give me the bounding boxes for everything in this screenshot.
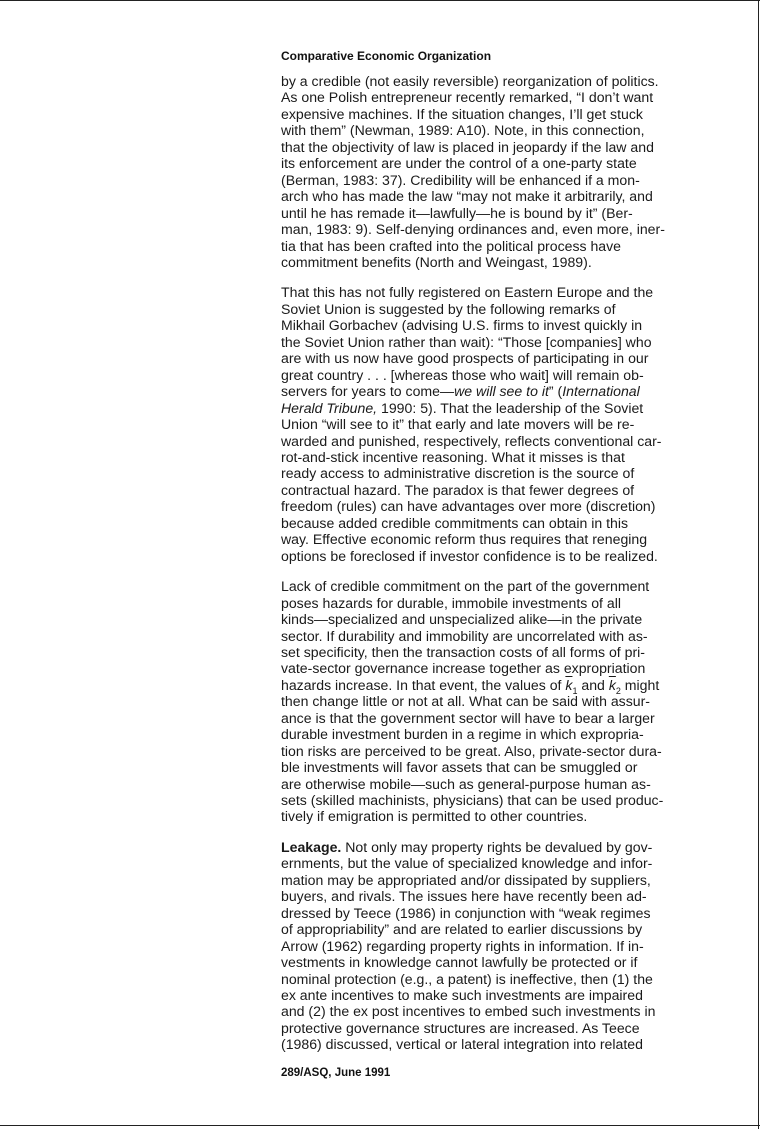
text-run: ” ( [548,383,563,400]
text-line: of appropriability” and are related to earlier discussions by [281,921,643,938]
text-line: Union “will see to it” that early and late movers will be re- [281,416,635,433]
text-line: by a credible (not easily reversible) reorganization of politics. [281,73,659,89]
text-line: commitment benefits (North and Weingast, 1989). [281,253,592,270]
text-line: are with us now have good prospects of participating in our [281,350,649,367]
variable-k: $\overline{k}$ [608,676,616,693]
text-line: As one Polish entrepreneur recently remarked, “I don’t want [281,89,654,106]
paragraph-1 [281,73,693,270]
text-line: durable investment burden in a regime in which expropria- [281,726,644,743]
text-run: servers for years to come— [281,383,455,400]
text-line: are otherwise mobile—such as general-purpose human as- [281,775,651,792]
text-run: hazards increase. In that event, the values of [281,676,566,693]
text-line: kinds—specialized and unspecialized alike—in the private [281,611,643,628]
text-line: options be foreclosed if investor confidence is to be realized. [281,547,658,564]
text-line: freedom (rules) can have advantages over more (discretion) [281,498,656,515]
running-header: Comparative Economic Organization [281,49,492,63]
text-line: arch who has made the law “may not make it arbitrarily, and [281,188,653,205]
text-line: Mikhail Gorbachev (advising U.S. firms to invest quickly in [281,317,643,334]
text-line: sector. If durability and immobility are uncorrelated with as- [281,627,648,644]
paragraph-4 [281,839,693,1053]
text-line: buyers, and rivals. The issues here have recently been ad- [281,888,647,905]
text-line: expensive machines. If the situation changes, I’ll get stuck [281,105,643,122]
text-line: ble investments will favor assets that can be smuggled or [281,759,638,776]
text-line: the Soviet Union rather than wait): “Those [companies] who [281,333,652,350]
text-line: way. Effective economic reform thus requires that reneging [281,531,648,548]
paragraph-gap [281,564,693,578]
text-line: rot-and-stick incentive reasoning. What it misses is that [281,448,625,465]
text-line: poses hazards for durable, immobile investments of all [281,594,621,611]
text-line: sets (skilled machinists, physicians) that can be used produc- [281,792,664,809]
text-line: (Berman, 1983: 37). Credibility will be enhanced if a mon- [281,171,640,188]
page-frame-bottom [0,1125,760,1126]
text-run: might [620,676,660,693]
paragraph-gap [281,270,693,284]
text-line: ready access to administrative discretion is the source of [281,465,635,482]
section-heading: Leakage. [281,838,342,855]
text-line: its enforcement are under the control of a one-party state [281,155,637,172]
text-line: contractual hazard. The paradox is that fewer degrees of [281,481,635,498]
text-line: (1986) discussed, vertical or lateral integration into related [281,1036,643,1053]
text-line: Arrow (1962) regarding property rights in information. If in- [281,937,644,954]
text-line [281,839,693,855]
page-frame-right [758,0,759,1129]
subscript: 1 [572,685,578,696]
text-line: because added credible commitments can obtain in this [281,514,629,531]
text-line: and (2) the ex post incentives to embed such investments in [281,1003,656,1020]
text-run: Not only may property rights be devalued by gov- [341,838,653,855]
text-line: Lack of credible commitment on the part of the government [281,578,650,595]
citation-title: Herald Tribune, [281,399,378,416]
body-text [281,73,693,1053]
text-line: until he has remade it—lawfully—he is bound by it” (Ber- [281,204,633,221]
text-line: man, 1983: 9). Self-denying ordinances and, even more, iner- [281,221,665,238]
text-line [281,676,693,696]
text-line: ernments, but the value of specialized knowledge and infor- [281,855,653,872]
text-line: then change little or not at all. What can be said with assur- [281,693,650,710]
text-line: ex ante incentives to make such investments are impaired [281,987,643,1004]
text-run: 1990: 5). That the leadership of the Soviet [377,399,644,416]
paragraph-3 [281,578,693,825]
paragraph-gap [281,825,693,839]
text-line: tion risks are perceived to be great. Also, private-sector dura- [281,742,662,759]
text-line: dressed by Teece (1986) in conjunction with “weak regimes [281,904,651,921]
text-line [281,400,693,416]
text-line: ance is that the government sector will have to bear a larger [281,709,655,726]
text-line: warded and punished, respectively, reflects conventional car- [281,432,662,449]
text-line: vestments in knowledge cannot lawfully be protected or if [281,954,638,971]
text-line: that the objectivity of law is placed in jeopardy if the law and [281,138,654,155]
text-line: That this has not fully registered on Eastern Europe and the [281,284,654,301]
text-line: protective governance structures are increased. As Teece [281,1019,640,1036]
page-footer: 289/ASQ, June 1991 [281,1067,391,1079]
text-line: with them” (Newman, 1989: A10). Note, in this connection, [281,122,645,139]
text-line: set specificity, then the transaction costs of all forms of pri- [281,643,645,660]
text-line: mation may be appropriated and/or dissipated by suppliers, [281,871,651,888]
text-line: great country . . . [whereas those who wait] will remain ob- [281,366,644,383]
text-line: nominal protection (e.g., a patent) is ineffective, then (1) the [281,970,653,987]
text-line: tia that has been crafted into the political process have [281,237,622,254]
text-line: vate-sector governance increase together as expropriation [281,660,646,677]
page-frame-top [0,0,760,1]
subscript: 2 [615,685,621,696]
text-line [281,383,693,399]
italic-quote: we will see to it [454,383,549,400]
variable-k: $\overline{k}$ [565,676,573,693]
text-line: Soviet Union is suggested by the following remarks of [281,300,616,317]
paragraph-2 [281,284,693,564]
text-line: tively if emigration is permitted to other countries. [281,808,588,825]
citation-title: International [562,383,640,400]
text-run: and [577,676,609,693]
